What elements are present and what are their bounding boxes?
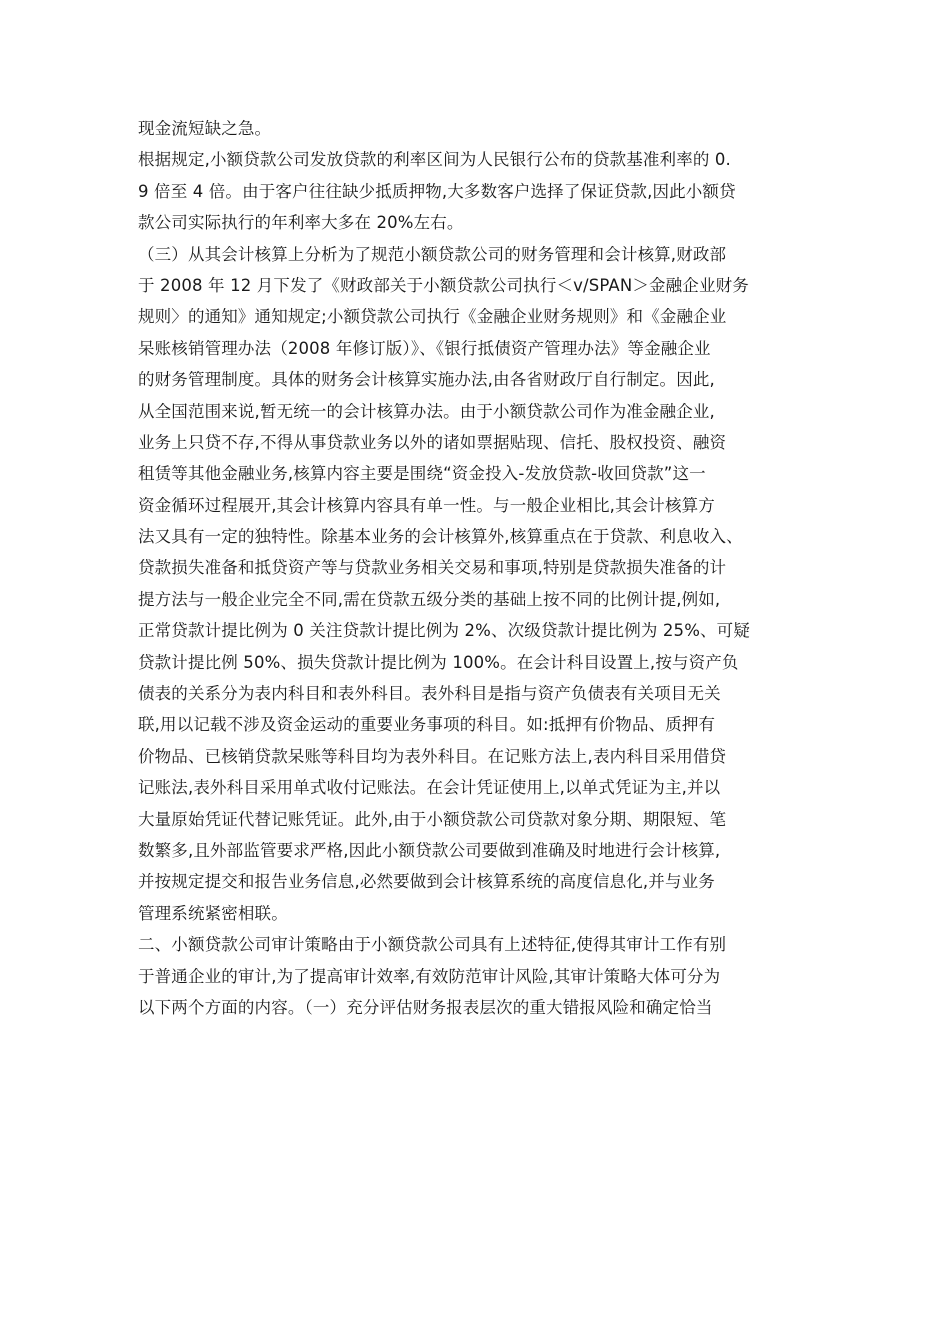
text-line: 二、小额贷款公司审计策略由于小额贷款公司具有上述特征,使得其审计工作有别	[138, 935, 727, 955]
text-line: 管理系统紧密相联。	[138, 903, 288, 923]
text-line: 于普通企业的审计,为了提高审计效率,有效防范审计风险,其审计策略大体可分为	[138, 966, 721, 986]
text-line: 提方法与一般企业完全不同,需在贷款五级分类的基础上按不同的比例计提,例如,	[138, 589, 721, 609]
text-line: 规则〉的通知》通知规定;小额贷款公司执行《金融企业财务规则》和《金融企业	[138, 307, 727, 327]
text-line: 现金流短缺之急。	[138, 119, 272, 138]
text-line: 的财务管理制度。具体的财务会计核算实施办法,由各省财政厅自行制定。因此,	[138, 370, 715, 390]
text-line: （三）从其会计核算上分析为了规范小额贷款公司的财务管理和会计核算,财政部	[138, 244, 727, 264]
text-line: 正常贷款计提比例为 0 关注贷款计提比例为 2%、次级贷款计提比例为 25%、可疑	[138, 621, 750, 641]
text-line: 款公司实际执行的年利率大多在 20%左右。	[138, 213, 464, 233]
text-line: 于 2008 年 12 月下发了《财政部关于小额贷款公司执行＜v/SPAN＞金融企业财务	[138, 275, 749, 295]
text-line: 业务上只贷不存,不得从事贷款业务以外的诸如票据贴现、信托、股权投资、融资	[138, 432, 727, 452]
text-line: 贷款计提比例 50%、损失贷款计提比例为 100%。在会计科目设置上,按与资产负	[138, 652, 739, 672]
text-line: 9 倍至 4 倍。由于客户往往缺少抵质押物,大多数客户选择了保证贷款,因此小额贷	[138, 181, 736, 201]
text-line: 资金循环过程展开,其会计核算内容具有单一性。与一般企业相比,其会计核算方	[138, 495, 715, 515]
text-line: 数繁多,且外部监管要求严格,因此小额贷款公司要做到准确及时地进行会计核算,	[138, 840, 721, 860]
text-line: 记账法,表外科目采用单式收付记账法。在会计凭证使用上,以单式凭证为主,并以	[138, 778, 721, 798]
text-line: 价物品、已核销贷款呆账等科目均为表外科目。在记账方法上,表内科目采用借贷	[138, 746, 727, 766]
text-line: 债表的关系分为表内科目和表外科目。表外科目是指与资产负债表有关项目无关	[138, 684, 721, 704]
text-line: 租赁等其他金融业务,核算内容主要是围绕“资金投入-发放贷款-收回贷款”这一	[138, 464, 706, 484]
text-line: 贷款损失准备和抵贷资产等与贷款业务相关交易和事项,特别是贷款损失准备的计	[138, 558, 727, 578]
text-line: 以下两个方面的内容。（一）充分评估财务报表层次的重大错报风险和确定恰当	[138, 997, 713, 1017]
text-line: 呆账核销管理办法（2008 年修订版）》、《银行抵债资产管理办法》等金融企业	[138, 338, 711, 358]
text-line: 法又具有一定的独特性。除基本业务的会计核算外,核算重点在于贷款、利息收入、	[138, 527, 743, 547]
text-line: 并按规定提交和报告业务信息,必然要做到会计核算系统的高度信息化,并与业务	[138, 872, 715, 892]
document-body	[138, 113, 828, 1023]
text-line: 联,用以记载不涉及资金运动的重要业务事项的科目。如:抵押有价物品、质押有	[138, 715, 716, 735]
text-line: 根据规定,小额贷款公司发放贷款的利率区间为人民银行公布的贷款基准利率的 0.	[138, 150, 731, 170]
text-line: 大量原始凭证代替记账凭证。此外,由于小额贷款公司贷款对象分期、期限短、笔	[138, 809, 727, 829]
text-line: 从全国范围来说,暂无统一的会计核算办法。由于小额贷款公司作为准金融企业,	[138, 401, 715, 421]
